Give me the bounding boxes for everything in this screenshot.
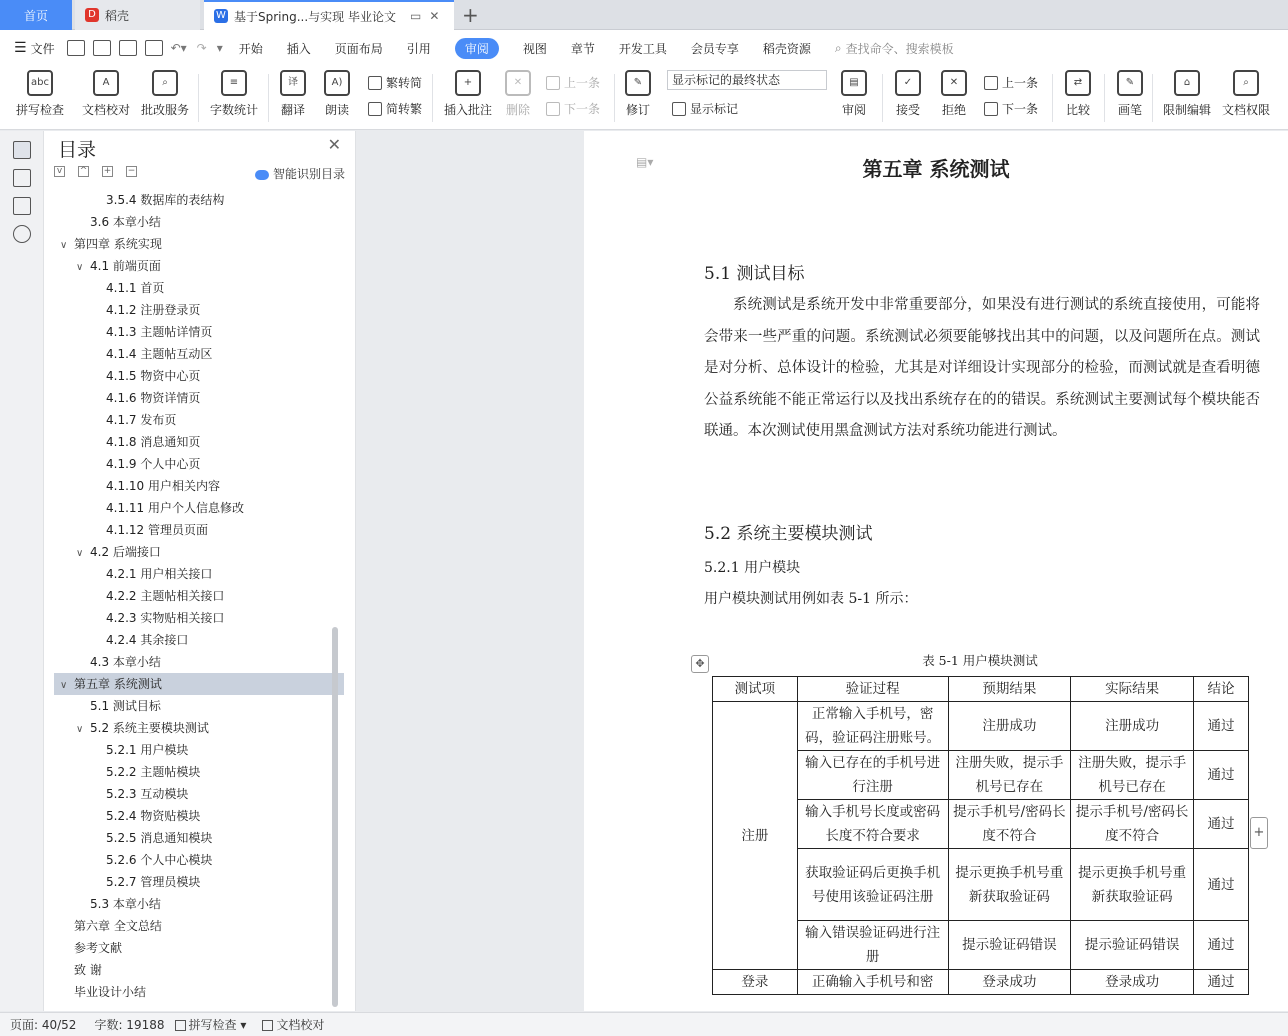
page-menu-icon[interactable]: ▤▾: [636, 155, 654, 169]
annotate-service-label: 批改服务: [140, 103, 189, 117]
toc-item-label: 4.1.10 用户相关内容: [106, 479, 220, 493]
restrict-edit-button[interactable]: [1160, 70, 1214, 126]
toc-item-label: 4.1.11 用户个人信息修改: [106, 501, 244, 515]
permission-icon: ⌕: [1233, 70, 1259, 96]
table-cell: 输入已存在的手机号进行注册: [797, 751, 948, 800]
menu-insert[interactable]: 插入: [286, 41, 311, 56]
toc-title: 目录: [58, 139, 97, 161]
toc-item-label: 4.2.3 实物贴相关接口: [106, 611, 225, 625]
tab-daoke-label: 稻壳: [105, 8, 130, 23]
spell-check-label: 拼写检查: [15, 103, 64, 117]
status-spell-label: 拼写检查: [188, 1018, 237, 1032]
menu-bar: [0, 30, 1288, 66]
review-pane-label: 审阅: [841, 103, 866, 117]
toc-item-label: 5.2.5 消息通知模块: [106, 831, 213, 845]
toc-item[interactable]: [54, 519, 344, 541]
chevron-down-icon[interactable]: ∨: [76, 548, 84, 559]
print-preview-icon[interactable]: [145, 40, 163, 56]
toc-item-label: 5.2.2 主题帖模块: [106, 765, 201, 779]
toc-item[interactable]: [54, 453, 344, 475]
undo-icon[interactable]: ↶▾: [170, 41, 187, 55]
toc-item[interactable]: [54, 629, 344, 651]
simp-to-trad-button[interactable]: [368, 100, 422, 117]
table-cell: 提示手机号/密码长度不符合: [1071, 800, 1194, 849]
simp-trad-icon: [368, 102, 382, 116]
table-header-row: [713, 677, 1249, 702]
table-header-cell: 预期结果: [948, 677, 1071, 702]
pen-icon: ✎: [1117, 70, 1143, 96]
toc-item[interactable]: [54, 255, 344, 277]
smart-toc-label: 智能识别目录: [272, 167, 345, 181]
read-aloud-icon: A): [324, 70, 350, 96]
add-heading-icon[interactable]: +: [103, 166, 112, 176]
status-bar: [0, 1012, 1288, 1036]
menu-review[interactable]: 审阅: [455, 38, 499, 59]
simp-trad-label: 简转繁: [386, 102, 423, 116]
ribbon-separator: [1152, 74, 1153, 122]
toc-item-label: 4.1.8 消息通知页: [106, 435, 201, 449]
toc-item-label: 5.2.3 互动模块: [106, 787, 189, 801]
toc-item-label: 致 谢: [74, 963, 102, 977]
new-tab-icon[interactable]: +: [462, 3, 479, 27]
table-caption: 表 5-1 用户模块测试: [922, 653, 1038, 668]
menu-layout[interactable]: 页面布局: [334, 41, 383, 56]
expand-up-icon[interactable]: ^: [79, 166, 88, 176]
toc-item[interactable]: [54, 563, 344, 585]
toc-item[interactable]: [54, 233, 344, 255]
menu-devtools[interactable]: 开发工具: [618, 41, 667, 56]
accept-icon: ✓: [895, 70, 921, 96]
toc-item[interactable]: [54, 915, 344, 937]
status-spell-check[interactable]: 拼写检查 ▾: [175, 1016, 247, 1033]
toc-item-label: 4.1.9 个人中心页: [106, 457, 201, 471]
toc-item-label: 5.2 系统主要模块测试: [90, 721, 209, 735]
toc-item-label: 4.1.4 主题帖互动区: [106, 347, 213, 361]
table-header-cell: 实际结果: [1071, 677, 1194, 702]
doc-proofread-button[interactable]: [80, 70, 132, 126]
reject-icon: ✕: [941, 70, 967, 96]
toc-item[interactable]: [54, 189, 344, 211]
table-header-cell: 验证过程: [797, 677, 948, 702]
section-heading-5-2-1: 5.2.1 用户模块: [704, 560, 801, 576]
redo-icon[interactable]: ↷: [196, 41, 207, 55]
prev-change-label: 上一条: [1002, 76, 1039, 90]
prev-comment-button[interactable]: [546, 74, 600, 91]
add-column-icon[interactable]: +: [1250, 817, 1268, 849]
tab-pin-icon[interactable]: ▭: [409, 9, 422, 23]
proofread-icon: A: [93, 70, 119, 96]
table-cell: 通过: [1194, 849, 1249, 921]
print-icon[interactable]: [119, 40, 137, 56]
word-doc-icon: W: [214, 9, 228, 23]
insert-comment-label: 插入批注: [443, 103, 492, 117]
toc-item[interactable]: [54, 959, 344, 981]
ribbon-separator: [198, 74, 199, 122]
pen-button[interactable]: [1112, 70, 1148, 126]
workspace-background: [357, 131, 583, 1011]
toc-item-label: 3.5.4 数据库的表结构: [106, 193, 225, 207]
toc-item[interactable]: [54, 299, 344, 321]
table-cell: 注册失败，提示手机号已存在: [948, 751, 1071, 800]
toc-item[interactable]: [54, 695, 344, 717]
status-proofread[interactable]: [262, 1016, 324, 1033]
daoke-icon: D: [85, 8, 99, 22]
delete-comment-label: 删除: [505, 103, 530, 117]
toc-item-label: 第六章 全文总结: [74, 919, 162, 933]
table-cell: 注册成功: [948, 702, 1071, 751]
toc-panel: [44, 131, 356, 1011]
accept-button[interactable]: [890, 70, 926, 126]
status-proofread-label: 文档校对: [276, 1018, 325, 1032]
toc-item-label: 4.1 前端页面: [90, 259, 161, 273]
tab-document[interactable]: [204, 0, 454, 30]
chapter-nav-icon[interactable]: [13, 169, 31, 187]
ribbon-separator: [1104, 74, 1105, 122]
left-nav-bar: [0, 131, 44, 1011]
table-cell: 登录成功: [1071, 970, 1194, 995]
toc-item-label: 第四章 系统实现: [74, 237, 162, 251]
pen-label: 画笔: [1117, 103, 1142, 117]
ribbon-separator: [432, 74, 433, 122]
toc-item-label: 5.2.6 个人中心模块: [106, 853, 213, 867]
toc-item[interactable]: [54, 585, 344, 607]
section-heading-5-2: 5.2 系统主要模块测试: [704, 524, 873, 544]
lock-icon: ⌂: [1174, 70, 1200, 96]
prev-change-icon: [984, 76, 998, 90]
proofread-label: 文档校对: [81, 103, 130, 117]
menu-member[interactable]: 会员专享: [690, 41, 739, 56]
toc-item[interactable]: [54, 893, 344, 915]
tab-daoke[interactable]: [75, 0, 200, 30]
menu-reference[interactable]: 引用: [406, 41, 431, 56]
toc-item[interactable]: [54, 409, 344, 431]
read-aloud-button[interactable]: [320, 70, 354, 126]
table-cell: 通过: [1194, 921, 1249, 970]
restrict-edit-label: 限制编辑: [1162, 103, 1211, 117]
close-icon[interactable]: ✕: [327, 135, 341, 154]
table-cell: 注册失败，提示手机号已存在: [1071, 751, 1194, 800]
smart-toc-button[interactable]: [255, 165, 345, 182]
next-comment-label: 下一条: [564, 102, 601, 116]
bookmark-icon[interactable]: [13, 197, 31, 215]
table-cell: 正常输入手机号，密码，验证码注册账号。: [797, 702, 948, 751]
doc-permission-label: 文档权限: [1221, 103, 1270, 117]
read-aloud-label: 朗读: [324, 103, 349, 117]
close-icon[interactable]: ✕: [429, 9, 440, 23]
toc-panel-icon[interactable]: [13, 141, 31, 159]
toc-item[interactable]: [54, 673, 344, 695]
chevron-down-icon[interactable]: ∨: [60, 240, 68, 251]
word-count-button[interactable]: [208, 70, 260, 126]
document-page: [584, 131, 1288, 1011]
table-row: [713, 970, 1249, 995]
table-cell: 正确输入手机号和密: [797, 970, 948, 995]
toc-item-label: 5.2.4 物资贴模块: [106, 809, 201, 823]
toc-item[interactable]: [54, 651, 344, 673]
toc-item[interactable]: [54, 827, 344, 849]
prev-comment-icon: [546, 76, 560, 90]
toc-item-label: 参考文献: [74, 941, 123, 955]
table-cell: 通过: [1194, 702, 1249, 751]
collapse-all-icon[interactable]: v: [54, 166, 65, 177]
toc-item-label: 4.2 后端接口: [90, 545, 161, 559]
track-changes-button[interactable]: [620, 70, 656, 126]
menu-view[interactable]: 视图: [522, 41, 547, 56]
reject-label: 拒绝: [941, 103, 966, 117]
section-heading-5-1: 5.1 测试目标: [704, 264, 805, 284]
table-cell: 提示更换手机号重新获取验证码: [1071, 849, 1194, 921]
reject-button[interactable]: [936, 70, 972, 126]
spell-check-button[interactable]: [12, 70, 68, 126]
toc-item-label: 5.2.7 管理员模块: [106, 875, 201, 889]
ribbon-separator: [268, 74, 269, 122]
toc-item-label: 4.1.5 物资中心页: [106, 369, 201, 383]
hamburger-icon[interactable]: ☰: [14, 40, 27, 56]
toc-item[interactable]: [54, 343, 344, 365]
toc-item-label: 毕业设计小结: [74, 985, 147, 999]
toc-item[interactable]: [54, 607, 344, 629]
export-icon[interactable]: [93, 40, 111, 56]
toc-item-label: 4.1.1 首页: [106, 281, 165, 295]
chevron-down-icon[interactable]: ∨: [76, 724, 84, 735]
menu-file[interactable]: 文件: [30, 41, 55, 56]
remove-heading-icon[interactable]: −: [127, 166, 136, 176]
next-change-label: 下一条: [1002, 102, 1039, 116]
toc-item-label: 5.3 本章小结: [90, 897, 161, 911]
table-cell: 提示更换手机号重新获取验证码: [948, 849, 1071, 921]
trad-simp-icon: [368, 76, 382, 90]
save-icon[interactable]: [67, 40, 85, 56]
tab-bar: [0, 0, 1288, 30]
trad-to-simp-button[interactable]: [368, 74, 422, 91]
table-cell: 注册成功: [1071, 702, 1194, 751]
table-header-cell: 结论: [1194, 677, 1249, 702]
toc-item[interactable]: [54, 761, 344, 783]
table-cell: 通过: [1194, 751, 1249, 800]
next-change-icon: [984, 102, 998, 116]
toc-item[interactable]: [54, 497, 344, 519]
tab-document-label: 基于Spring...与实现 毕业论文: [234, 9, 396, 24]
toc-item[interactable]: [54, 805, 344, 827]
chapter-heading: 第五章 系统测试: [862, 157, 1010, 181]
delete-comment-icon: ✕: [505, 70, 531, 96]
track-changes-icon: ✎: [625, 70, 651, 96]
tab-home-label: 首页: [23, 8, 48, 23]
menu-chapter[interactable]: 章节: [570, 41, 595, 56]
insert-comment-icon: +: [455, 70, 481, 96]
track-changes-label: 修订: [625, 103, 650, 117]
doc-permission-button[interactable]: [1220, 70, 1272, 126]
toc-item-label: 4.2.1 用户相关接口: [106, 567, 213, 581]
search-icon[interactable]: [13, 225, 31, 243]
check-icon: [175, 1020, 186, 1031]
user-module-test-table: [712, 676, 1249, 995]
chevron-down-icon[interactable]: ∨: [60, 680, 68, 691]
show-markup-label: 显示标记: [690, 102, 739, 116]
toc-item[interactable]: [54, 981, 344, 1003]
toc-list: [54, 189, 344, 1009]
toc-item-label: 第五章 系统测试: [74, 677, 162, 691]
toc-item[interactable]: [54, 541, 344, 563]
table-cell: 输入错误验证码进行注册: [797, 921, 948, 970]
smart-toc-icon: [255, 170, 269, 180]
translate-button[interactable]: [276, 70, 310, 126]
compare-label: 比较: [1065, 103, 1090, 117]
toc-item-label: 4.1.6 物资详情页: [106, 391, 201, 405]
toc-item-label: 4.2.4 其余接口: [106, 633, 189, 647]
next-comment-icon: [546, 102, 560, 116]
translate-icon: 译: [280, 70, 306, 96]
customize-icon[interactable]: ▾: [216, 41, 223, 55]
translate-label: 翻译: [280, 103, 305, 117]
menu-start[interactable]: 开始: [238, 41, 263, 56]
delete-comment-button[interactable]: [500, 70, 536, 126]
table-move-icon[interactable]: ✥: [691, 655, 709, 673]
toc-item-label: 4.1.7 发布页: [106, 413, 177, 427]
table-header-cell: 测试项: [713, 677, 798, 702]
next-change-button[interactable]: [984, 100, 1038, 117]
review-pane-icon: ▤: [841, 70, 867, 96]
review-pane-button[interactable]: [836, 70, 872, 126]
toc-item[interactable]: [54, 387, 344, 409]
toc-item[interactable]: [54, 739, 344, 761]
table-cell: 获取验证码后更换手机号使用该验证码注册: [797, 849, 948, 921]
table-cell: 通过: [1194, 800, 1249, 849]
toc-item[interactable]: [54, 717, 344, 739]
table-cell: 提示验证码错误: [1071, 921, 1194, 970]
table-cell: 通过: [1194, 970, 1249, 995]
toc-item[interactable]: [54, 849, 344, 871]
toc-item-label: 5.2.1 用户模块: [106, 743, 189, 757]
toc-item-label: 3.6 本章小结: [90, 215, 161, 229]
annotate-service-icon: ⌕: [152, 70, 178, 96]
next-comment-button[interactable]: [546, 100, 600, 117]
toc-item[interactable]: [54, 365, 344, 387]
toc-item[interactable]: [54, 277, 344, 299]
accept-label: 接受: [895, 103, 920, 117]
insert-comment-button[interactable]: [440, 70, 496, 126]
toc-item-label: 4.1.12 管理员页面: [106, 523, 208, 537]
paragraph-test-goal: 系统测试是系统开发中非常重要部分，如果没有进行测试的系统直接使用，可能将会带来一些严重的问题。系统测试必须要能够找出其中的问题，以及问题所在点。测试是对分析、总体设计的检验，尤其是对详细设计实现部分的检验，而测试就是查看明德公益系统能不能正常运行以及找出系统存在的的错误。系统测试主要测试每个模块能否联通。本次测试使用黑盒测试方法对系统功能进行测试。: [704, 297, 1260, 439]
prev-comment-label: 上一条: [564, 76, 601, 90]
word-count[interactable]: 字数: 19188: [94, 1018, 165, 1032]
toc-item[interactable]: [54, 431, 344, 453]
show-markup-icon: [672, 102, 686, 116]
toc-item[interactable]: [54, 211, 344, 233]
spell-check-icon: abc: [27, 70, 53, 96]
tab-home[interactable]: [0, 0, 72, 30]
chevron-down-icon[interactable]: ∨: [76, 262, 84, 273]
prev-change-button[interactable]: [984, 74, 1038, 91]
toc-item[interactable]: [54, 783, 344, 805]
ribbon-review: [0, 66, 1288, 130]
show-markup-button[interactable]: [672, 100, 738, 117]
toc-item-label: 4.3 本章小结: [90, 655, 161, 669]
toc-item[interactable]: [54, 475, 344, 497]
test-item-register: 注册: [713, 702, 798, 970]
ribbon-separator: [614, 74, 615, 122]
toc-item-label: 4.2.2 主题帖相关接口: [106, 589, 225, 603]
ribbon-separator: [1052, 74, 1053, 122]
table-cell: 登录成功: [948, 970, 1071, 995]
word-count-icon: ≡: [221, 70, 247, 96]
table-cell: 提示验证码错误: [948, 921, 1071, 970]
test-item-login: 登录: [713, 970, 798, 995]
toc-item-label: 4.1.2 注册登录页: [106, 303, 201, 317]
toc-item-label: 5.1 测试目标: [90, 699, 161, 713]
table-cell: 输入手机号长度或密码长度不符合要求: [797, 800, 948, 849]
compare-button[interactable]: [1060, 70, 1096, 126]
check-icon: [262, 1020, 273, 1031]
annotate-service-button[interactable]: [139, 70, 191, 126]
paragraph-table-intro: 用户模块测试用例如表 5-1 所示：: [704, 591, 918, 607]
table-cell: 提示手机号/密码长度不符合: [948, 800, 1071, 849]
command-search[interactable]: 查找命令、搜索模板: [845, 41, 954, 56]
menu-daoke-resource[interactable]: 稻壳资源: [762, 41, 811, 56]
word-count-label: 字数统计: [209, 103, 258, 117]
toc-scrollbar[interactable]: [332, 627, 338, 1007]
trad-simp-label: 繁转简: [386, 76, 423, 90]
table-row: [713, 702, 1249, 751]
compare-icon: ⇄: [1065, 70, 1091, 96]
toc-item-label: 4.1.3 主题帖详情页: [106, 325, 213, 339]
toc-item[interactable]: [54, 937, 344, 959]
toc-item[interactable]: [54, 871, 344, 893]
page-count[interactable]: 页面: 40/52: [10, 1018, 77, 1032]
markup-state-select[interactable]: 显示标记的最终状态: [667, 70, 827, 90]
ribbon-separator: [882, 74, 883, 122]
search-icon: ⌕: [834, 40, 842, 55]
toc-item[interactable]: [54, 321, 344, 343]
